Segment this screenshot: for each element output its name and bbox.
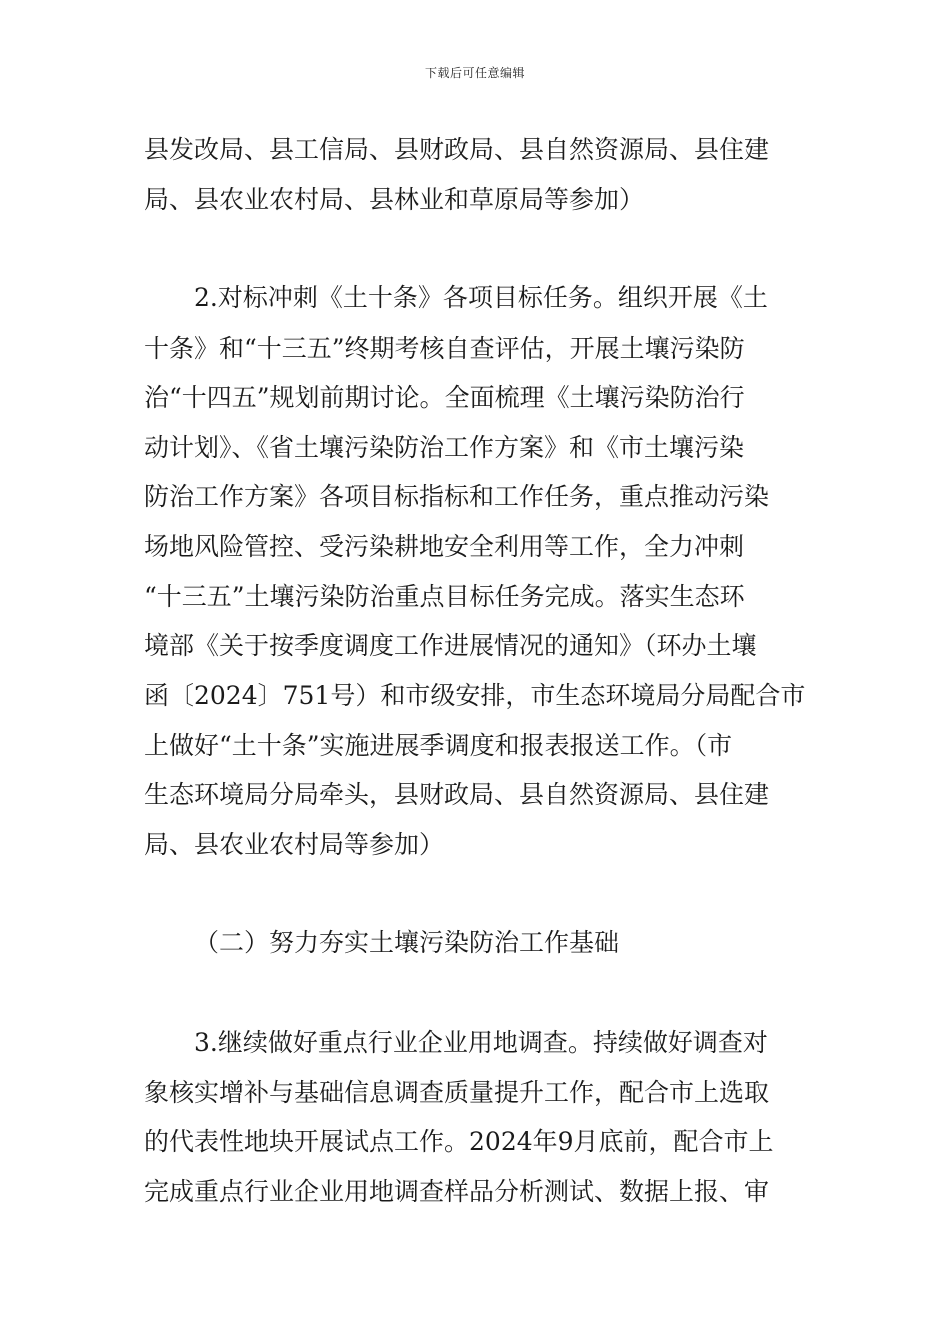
text-line: 动计划》、《省土壤污染防治工作方案》和《市土壤污染 xyxy=(144,433,745,462)
text-line: “十三五”土壤污染防治重点目标任务完成。落实生态环 xyxy=(144,582,745,611)
text-line: 生态环境局分局牵头，县财政局、县自然资源局、县住建 xyxy=(144,780,770,809)
text-line: 上做好“土十条”实施进展季调度和报表报送工作。（市 xyxy=(144,731,733,760)
page-header: 下载后可任意编辑 xyxy=(424,66,525,80)
text-line: 十条》和“十三五”终期考核自查评估，开展土壤污染防 xyxy=(144,334,745,363)
text-line: 3.继续做好重点行业企业用地调查。持续做好调查对 xyxy=(194,1028,768,1057)
text-line: 完成重点行业企业用地调查样品分析测试、数据上报、审 xyxy=(144,1177,770,1206)
text-line: 治“十四五”规划前期讨论。全面梳理《土壤污染防治行 xyxy=(144,383,745,412)
text-line: 象核实增补与基础信息调查质量提升工作，配合市上选取 xyxy=(144,1078,770,1107)
text-line: 境部《关于按季度调度工作进展情况的通知》（环办土壤 xyxy=(144,631,757,660)
text-line: 防治工作方案》各项目标指标和工作任务，重点推动污染 xyxy=(144,482,770,511)
text-line: 局、县农业农村局等参加） xyxy=(144,830,445,859)
text-line: 局、县农业农村局、县林业和草原局等参加） xyxy=(144,185,645,214)
text-line: 县发改局、县工信局、县财政局、县自然资源局、县住建 xyxy=(144,135,770,164)
text-line: 场地风险管控、受污染耕地安全利用等工作，全力冲刺 xyxy=(144,532,745,561)
text-line: 2.对标冲刺《土十条》各项目标任务。组织开展《土 xyxy=(194,283,768,312)
section-heading: （二）努力夯实土壤污染防治工作基础 xyxy=(194,928,620,957)
text-line: 函〔2024〕751号）和市级安排，市生态环境局分局配合市 xyxy=(144,681,806,710)
text-line: 的代表性地块开展试点工作。2024年9月底前，配合市上 xyxy=(144,1127,774,1156)
